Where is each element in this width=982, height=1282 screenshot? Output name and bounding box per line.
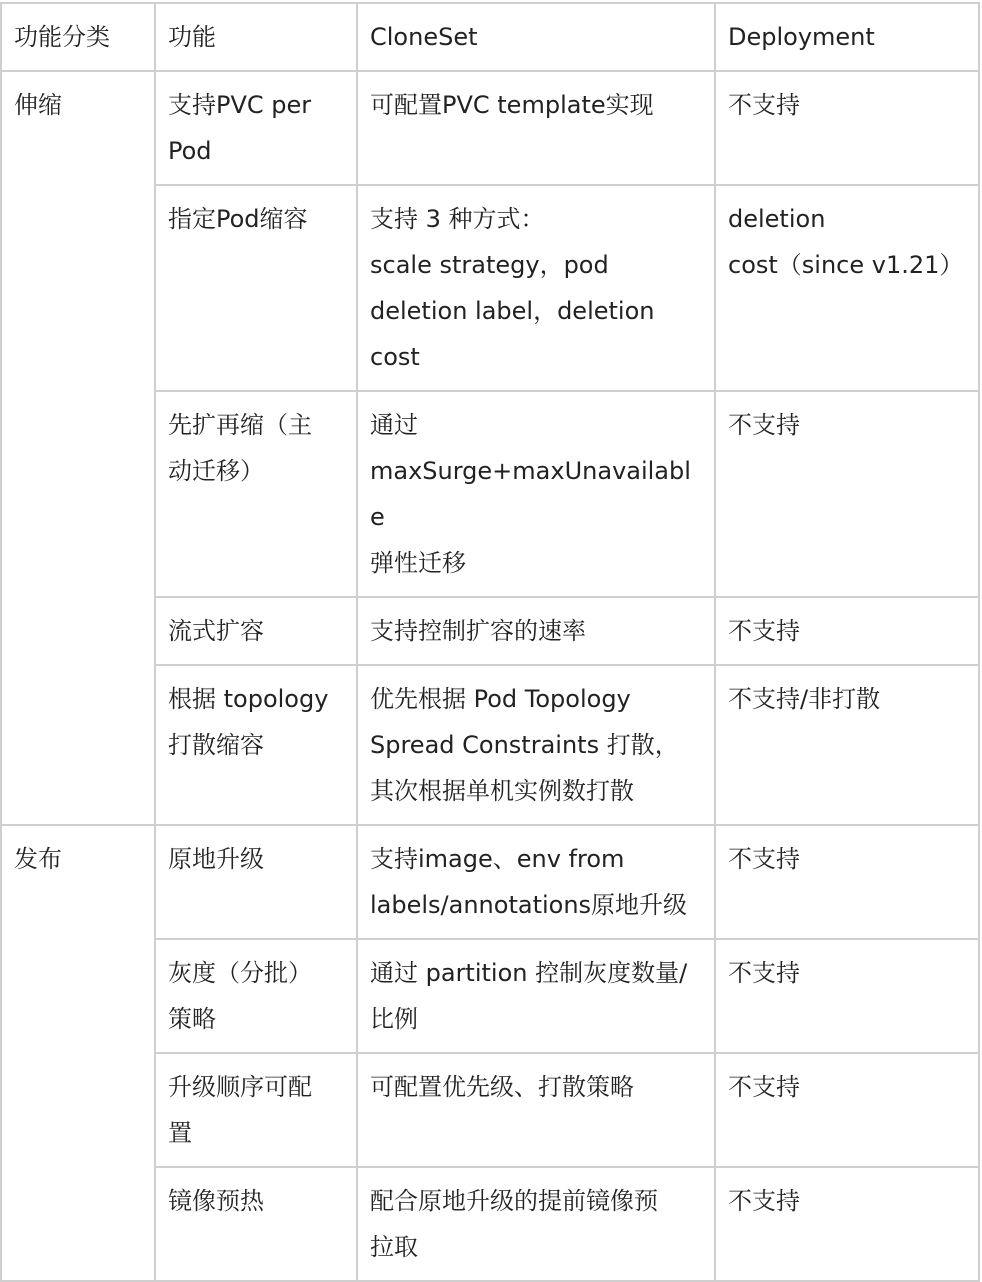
feature-cell: 根据 topology 打散缩容 [155, 665, 357, 825]
cloneset-cell: 可配置优先级、打散策略 [357, 1053, 715, 1167]
deployment-cell: 不支持 [715, 597, 979, 665]
deployment-cell: deletion cost（since v1.21） [715, 185, 979, 391]
header-deployment: Deployment [715, 3, 979, 71]
deployment-cell: 不支持 [715, 1167, 979, 1281]
category-cell-scaling: 伸缩 [1, 71, 155, 825]
deployment-cell: 不支持 [715, 391, 979, 597]
cloneset-cell: 支持image、env from labels/annotations原地升级 [357, 825, 715, 939]
deployment-cell: 不支持 [715, 939, 979, 1053]
feature-cell: 支持PVC per Pod [155, 71, 357, 185]
cloneset-cell: 配合原地升级的提前镜像预 拉取 [357, 1167, 715, 1281]
deployment-cell: 不支持 [715, 825, 979, 939]
header-row [1, 3, 979, 71]
table-row [1, 825, 979, 939]
cloneset-cell: 通过 maxSurge+maxUnavailable 弹性迁移 [357, 391, 715, 597]
deployment-cell: 不支持/非打散 [715, 665, 979, 825]
header-category: 功能分类 [1, 3, 155, 71]
feature-cell: 流式扩容 [155, 597, 357, 665]
deployment-cell: 不支持 [715, 71, 979, 185]
feature-cell: 先扩再缩（主 动迁移） [155, 391, 357, 597]
cloneset-cell: 通过 partition 控制灰度数量/ 比例 [357, 939, 715, 1053]
feature-cell: 镜像预热 [155, 1167, 357, 1281]
category-cell-release: 发布 [1, 825, 155, 1281]
feature-cell: 灰度（分批） 策略 [155, 939, 357, 1053]
table-row [1, 71, 979, 185]
cloneset-cell: 支持控制扩容的速率 [357, 597, 715, 665]
comparison-table [0, 2, 980, 1282]
header-cloneset: CloneSet [357, 3, 715, 71]
cloneset-cell: 支持 3 种方式： scale strategy，pod deletion label，deletion cost [357, 185, 715, 391]
cloneset-cell: 优先根据 Pod Topology Spread Constraints 打散， 其次根据单机实例数打散 [357, 665, 715, 825]
cloneset-cell: 可配置PVC template实现 [357, 71, 715, 185]
feature-cell: 原地升级 [155, 825, 357, 939]
header-feature: 功能 [155, 3, 357, 71]
feature-cell: 升级顺序可配 置 [155, 1053, 357, 1167]
feature-cell: 指定Pod缩容 [155, 185, 357, 391]
deployment-cell: 不支持 [715, 1053, 979, 1167]
